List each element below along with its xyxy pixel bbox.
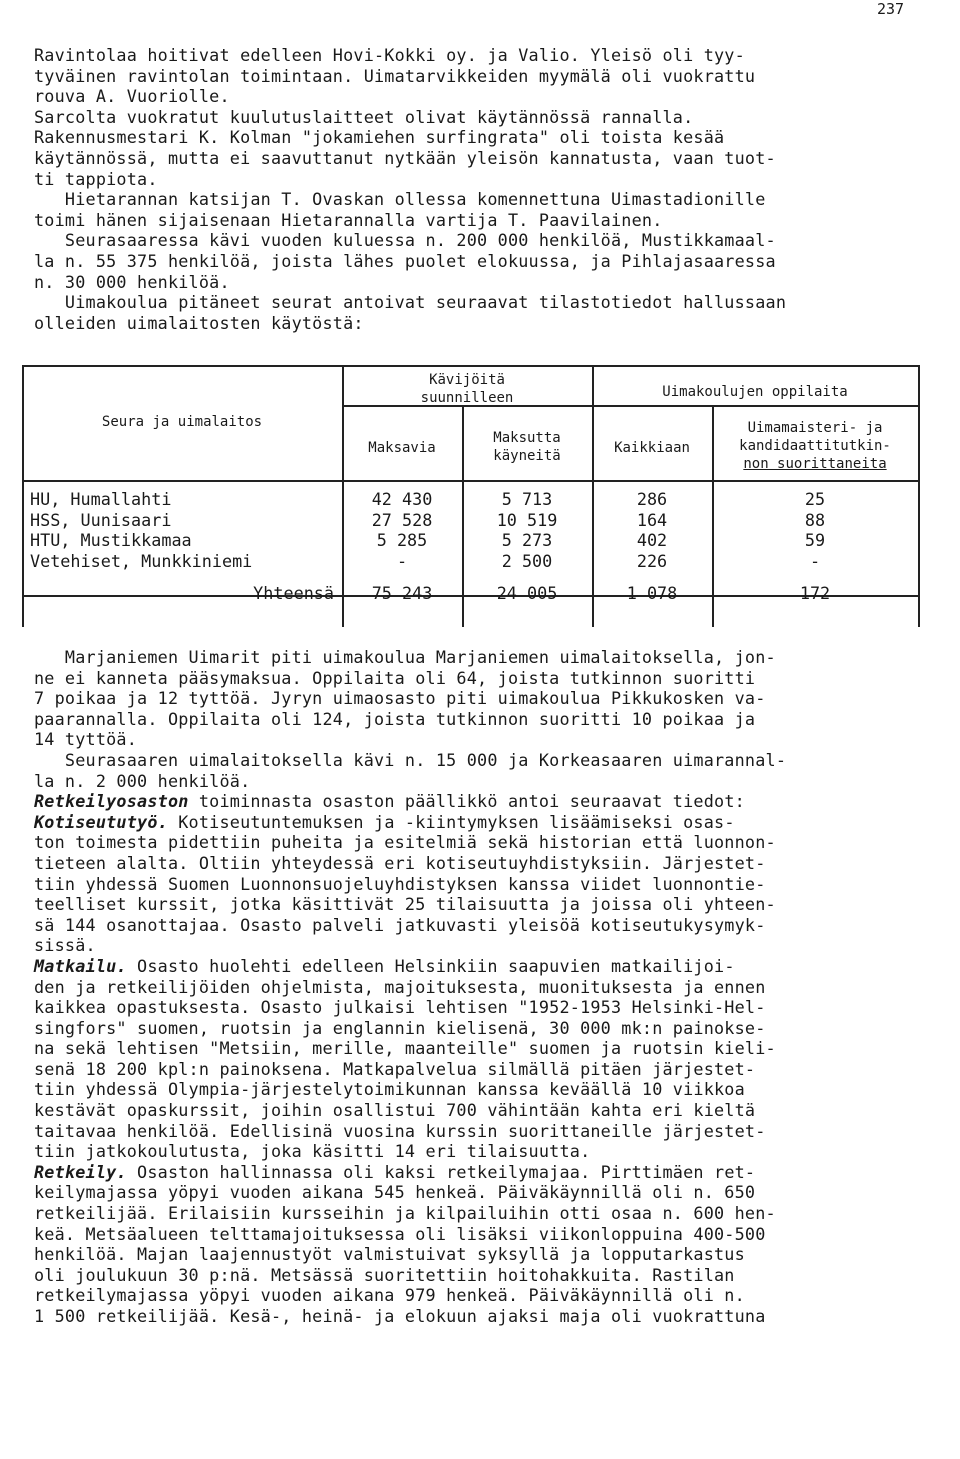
intro-paragraphs: [34, 45, 934, 333]
text-line: [34, 668, 934, 689]
line-text: keilymajassa yöpyi vuoden aikana 545 henkeä. Päiväkäynnillä oli n. 650: [34, 1182, 756, 1203]
text-line: Sarcolta vuokratut kuulutuslaitteet olivat käytännössä rannalla.: [34, 106, 694, 127]
text-line: [34, 688, 934, 709]
cell-maksavia: -: [396, 550, 408, 571]
line-text: oli joulukuun 30 p:nä. Metsässä suoritettiin hoitohakkuita. Rastilan: [34, 1264, 735, 1285]
text-line: Rakennusmestari K. Kolman "jokamiehen surfingrata" oli toista kesää: [34, 127, 725, 148]
text-line: [34, 874, 934, 895]
text-line: [34, 1265, 934, 1286]
cell-seura: HSS, Uunisaari: [30, 509, 172, 530]
cell-kaikkiaan: 164: [636, 509, 668, 530]
cell-seura: Vetehiset, Munkkiniemi: [30, 550, 253, 571]
body-paragraphs: [34, 647, 934, 1327]
header-kavijoita: [342, 371, 592, 407]
text-line: [34, 1306, 934, 1327]
line-text: keä. Metsäalueen telttamajoituksessa oli lisäksi viikonloppuina 400-500: [34, 1223, 766, 1244]
line-text: taitavaa henkilöä. Edellisinä vuosina kurssin suorittaneille järjestet-: [34, 1120, 766, 1141]
header-maksavia: Maksavia: [368, 440, 436, 456]
text-line: [34, 977, 934, 998]
cell-tutkinto: 59: [804, 530, 826, 551]
cell-maksavia: 27 528: [371, 509, 433, 530]
header-kavijoita-line2: suunnilleen: [420, 390, 514, 406]
line-text: 1 500 retkeilijää. Kesä-, heinä- ja elokuun ajaksi maja oli vuokrattuna: [34, 1306, 766, 1326]
line-text: Seurasaaren uimalaitoksella kävi n. 15 000 ja Korkeasaaren uimarannal-: [34, 749, 787, 770]
line-text: 7 poikaa ja 12 tyttöä. Jyryn uimaosasto piti uimakoulua Pikkukosken va-: [34, 688, 766, 709]
cell-maksutta: 5 713: [501, 489, 553, 509]
section-heading: Kotiseututyö.: [34, 811, 168, 832]
text-line: [34, 812, 934, 833]
text-line: [34, 729, 934, 750]
line-text: Marjaniemen Uimarit piti uimakoulua Marjaniemen uimalaitoksella, jon-: [34, 647, 776, 667]
total-maksavia: 75 243: [371, 583, 433, 603]
text-line: [34, 1038, 934, 1059]
cell-kaikkiaan: 402: [636, 530, 668, 551]
cell-tutkinto: 25: [804, 489, 826, 509]
header-kaikkiaan: Kaikkiaan: [614, 440, 690, 456]
text-line: [34, 750, 934, 771]
line-text: ton toimesta pidettiin puheita ja esitelmiä sekä historian että luonnon-: [34, 832, 776, 853]
total-tutkinto: 172: [799, 583, 831, 603]
line-text: tiin yhdessä Suomen Luonnonsuojeluyhdistyksen kanssa viidet luonnontie-: [34, 873, 766, 894]
header-maksutta-line1: Maksutta: [493, 430, 561, 446]
line-text: tieteen alalta. Oltiin yhteydessä eri kotiseutuyhdistyksiin. Järjestet-: [34, 852, 766, 873]
section-heading: Retkeilyosaston: [34, 791, 189, 812]
header-tutkinto-line3: non suorittaneita: [743, 456, 887, 472]
line-text: henkilöä. Majan laajennustyöt valmistuivat syksyllä ja lopputarkastus: [34, 1244, 745, 1265]
text-line: [34, 771, 934, 792]
line-text: la n. 2 000 henkilöä.: [34, 770, 251, 791]
line-text: sä 144 osanottajaa. Osasto palveli jatkuvasti yleisöä kotiseutukysymyk-: [34, 914, 766, 935]
total-maksutta: 24 005: [496, 583, 558, 603]
text-line: [34, 791, 934, 812]
text-line: [34, 935, 934, 956]
text-line: [34, 1285, 934, 1306]
text-line: [34, 1224, 934, 1245]
text-line: [34, 1059, 934, 1080]
header-maksutta: [462, 429, 592, 465]
text-line: rouva A. Vuoriolle.: [34, 86, 230, 107]
text-line: [34, 1244, 934, 1265]
section-heading: Retkeily.: [34, 1161, 127, 1182]
text-line: [34, 1121, 934, 1142]
cell-seura: HU, Humallahti: [30, 489, 172, 509]
text-line: [34, 832, 934, 853]
line-text: 14 tyttöä.: [34, 729, 138, 750]
header-kavijoita-line1: Kävijöitä: [429, 372, 505, 388]
line-text: sissä.: [34, 935, 96, 956]
line-text: den ja retkeilijöiden ohjelmista, majoituksesta, muonituksesta ja ennen: [34, 976, 766, 997]
text-line: [34, 997, 934, 1018]
text-line: [34, 894, 934, 915]
text-line: käytännössä, mutta ei saavuttanut nytkään yleisön kannatusta, vaan tuot-: [34, 147, 776, 168]
header-tutkinto-line1: Uimamaisteri- ja: [747, 420, 883, 436]
statistics-table: [22, 365, 920, 627]
cell-tutkinto: 88: [804, 509, 826, 530]
line-text: toiminnasta osaston päällikkö antoi seuraavat tiedot:: [188, 791, 745, 812]
line-text: retkeilymajassa yöpyi vuoden aikana 979 henkeä. Päiväkäynnillä oli n.: [34, 1285, 745, 1306]
line-text: Osaston hallinnassa oli kaksi retkeilymajaa. Pirttimäen ret-: [126, 1161, 756, 1182]
header-tutkinto-line2: kandidaattitutkin-: [739, 438, 891, 454]
text-line: n. 30 000 henkilöä.: [34, 271, 230, 292]
line-text: Kotiseutuntemuksen ja -kiintymyksen lisäämiseksi osas-: [167, 811, 735, 832]
line-text: tiin jatkokoulutusta, joka käsitti 14 eri tilaisuutta.: [34, 1141, 591, 1162]
text-line: [34, 1079, 934, 1100]
cell-maksutta: 2 500: [501, 550, 553, 571]
header-seura: Seura ja uimalaitos: [101, 414, 263, 430]
line-text: paarannalla. Oppilaita oli 124, joista tutkinnon suoritti 10 poikaa ja: [34, 708, 756, 729]
line-text: kaikkea opastuksesta. Osasto julkaisi lehtisen "1952-1953 Helsinki-Hel-: [34, 997, 766, 1018]
text-line: la n. 55 375 henkilöä, joista lähes puolet elokuussa, ja Pihlajasaaressa: [34, 250, 776, 271]
cell-seura: HTU, Mustikkamaa: [30, 530, 192, 551]
text-line: [34, 709, 934, 730]
cell-kaikkiaan: 226: [636, 550, 668, 571]
text-line: [34, 1141, 934, 1162]
header-maksutta-line2: käyneitä: [493, 448, 561, 464]
header-tutkinto: [712, 419, 918, 473]
section-heading: Matkailu.: [34, 955, 127, 976]
text-line: [34, 647, 934, 668]
cell-maksutta: 10 519: [496, 509, 558, 530]
cell-maksavia: 5 285: [376, 530, 428, 551]
line-text: senä 18 200 kpl:n painoksena. Matkapalvelua silmällä pitäen järjestet-: [34, 1058, 756, 1079]
text-line: [34, 1182, 934, 1203]
text-line: tyväinen ravintolan toimintaan. Uimatarvikkeiden myymälä oli vuokrattu: [34, 65, 756, 86]
text-line: olleiden uimalaitosten käytöstä:: [34, 312, 364, 333]
cell-kaikkiaan: 286: [636, 489, 668, 509]
line-text: ne ei kanneta pääsymaksua. Oppilaita oli 64, joista tutkinnon suoritti: [34, 667, 756, 688]
cell-maksutta: 5 273: [501, 530, 553, 551]
text-line: [34, 915, 934, 936]
text-line: Uimakoulua pitäneet seurat antoivat seuraavat tilastotiedot hallussaan: [34, 292, 787, 313]
text-line: [34, 1203, 934, 1224]
line-text: Osasto huolehti edelleen Helsinkiin saapuvien matkailijoi-: [126, 955, 735, 976]
line-text: tiin yhdessä Olympia-järjestelytoimikunnan kanssa keväällä 10 viikkoa: [34, 1079, 745, 1100]
text-line: [34, 1162, 934, 1183]
line-text: kestävät opaskurssit, joihin osallistui 700 vähintään kahta eri kieltä: [34, 1100, 756, 1121]
total-label: Yhteensä: [253, 583, 334, 603]
text-line: [34, 1018, 934, 1039]
text-line: Ravintolaa hoitivat edelleen Hovi-Kokki oy. ja Valio. Yleisö oli tyy-: [34, 45, 745, 65]
text-line: [34, 853, 934, 874]
total-kaikkiaan: 1 078: [626, 583, 678, 603]
text-line: Seurasaaressa kävi vuoden kuluessa n. 200 000 henkilöä, Mustikkamaal-: [34, 230, 776, 251]
line-text: na sekä lehtisen "Metsiin, merille, maanteille" suomen ja ruotsin kieli-: [34, 1038, 776, 1059]
cell-tutkinto: -: [809, 550, 821, 571]
cell-maksavia: 42 430: [371, 489, 433, 509]
line-text: teelliset kurssit, jotka käsittivät 25 tilaisuutta ja joissa oli yhteen-: [34, 894, 776, 915]
header-oppilaita: Uimakoulujen oppilaita: [662, 384, 848, 400]
text-line: [34, 956, 934, 977]
line-text: singfors" suomen, ruotsin ja englannin kielisenä, 30 000 mk:n painokse-: [34, 1017, 766, 1038]
line-text: retkeilijää. Erilaisiin kursseihin ja kilpailuihin otti osaa n. 600 hen-: [34, 1203, 776, 1224]
text-line: Hietarannan katsijan T. Ovaskan ollessa komennettuna Uimastadionille: [34, 189, 766, 210]
text-line: ti tappiota.: [34, 168, 158, 189]
text-line: toimi hänen sijaisenaan Hietarannalla vartija T. Paavilainen.: [34, 209, 663, 230]
page-number: 237: [877, 0, 905, 18]
text-line: [34, 1100, 934, 1121]
